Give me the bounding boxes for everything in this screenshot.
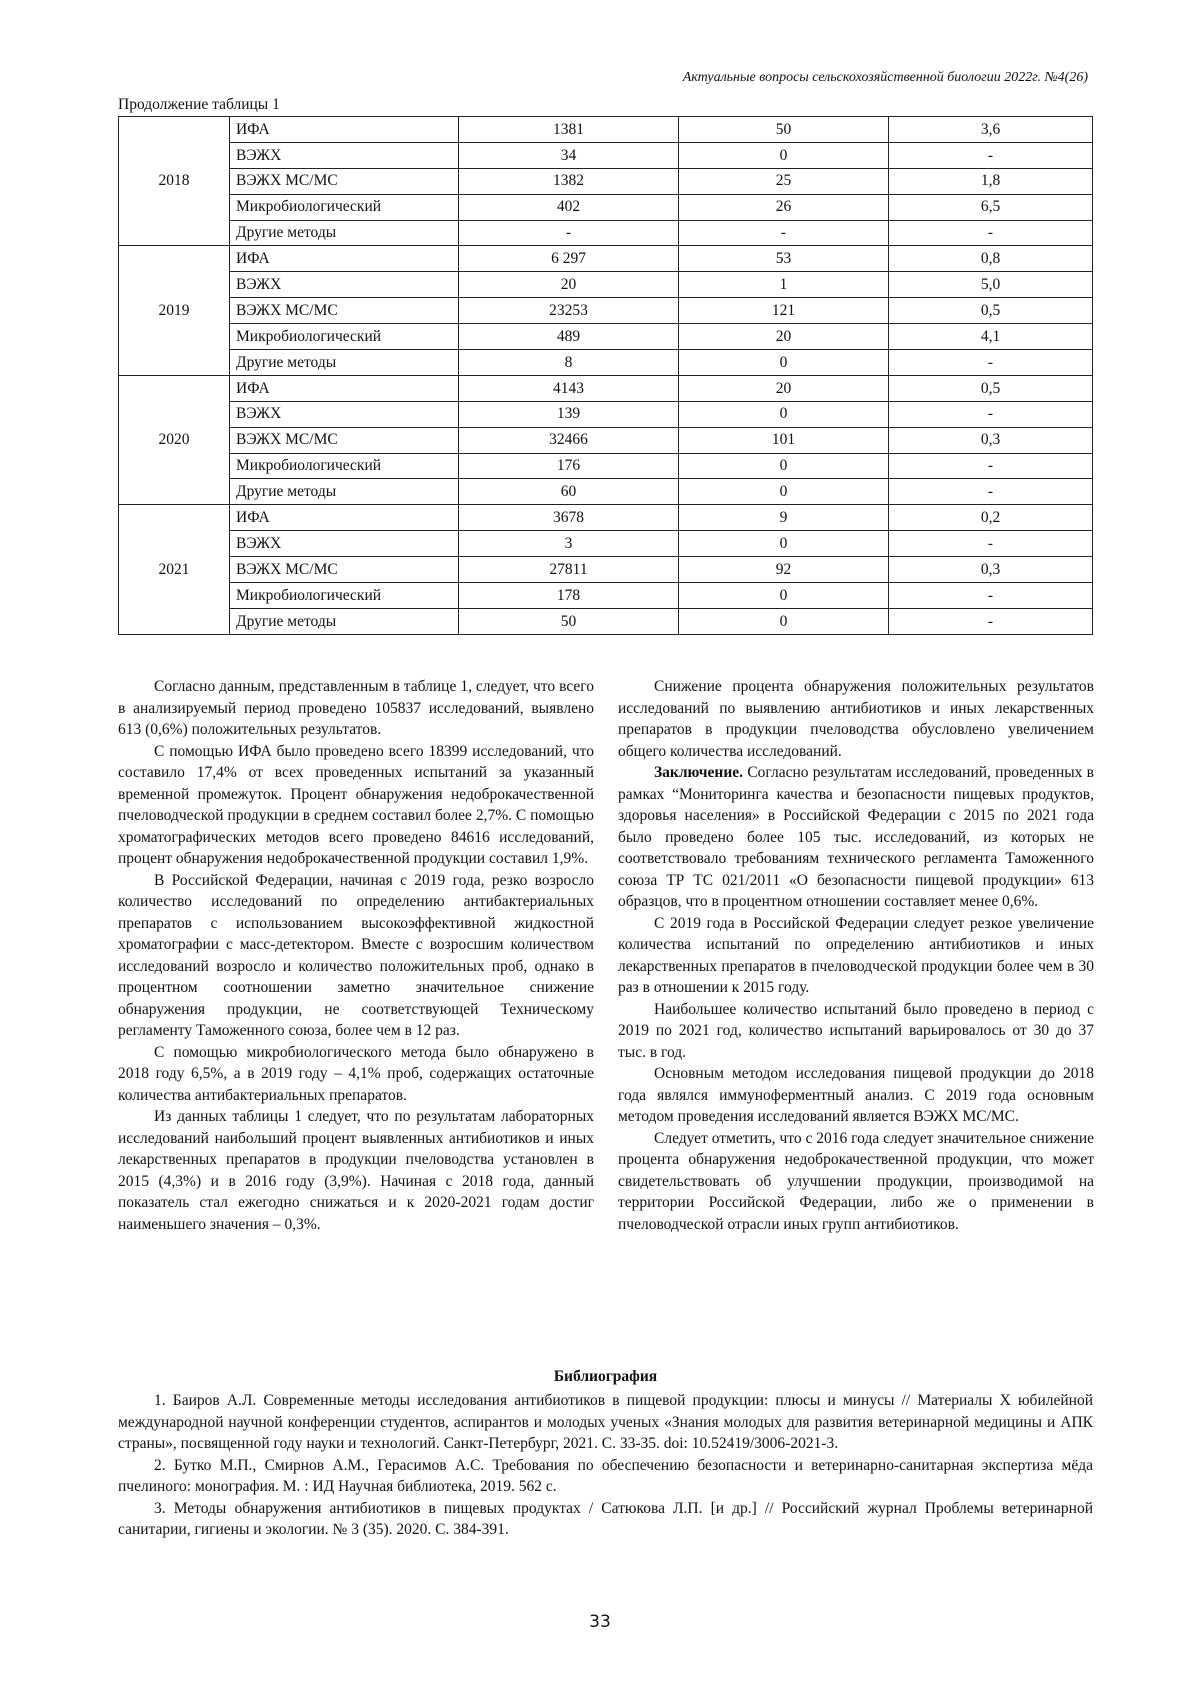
method-cell: Микробиологический — [230, 194, 459, 220]
paragraph: С помощью микробиологического метода было обнаружено в 2018 году 6,5%, а в 2019 году – 4,1% проб, содержащих остаточные количества антибактериальных препаратов. — [118, 1043, 594, 1104]
method-cell: ИФА — [230, 375, 459, 401]
count-cell: 1381 — [459, 117, 679, 143]
table-row — [119, 453, 1093, 479]
paragraph: В Российской Федерации, начиная с 2019 года, резко возросло количество исследований по определению антибактериальных препаратов с использованием высокоэффективной жидкостной хроматографии с масс-детектором. Вместе с возросшим количеством исследований возросло и количество положительных проб, однако в процентном соотношении заметно значительное снижение обнаружения продукции, не соответствующей Техническому регламенту Таможенного союза, более чем в 12 раз. — [118, 871, 594, 1039]
page-number: 33 — [589, 1612, 611, 1632]
percent-cell: - — [889, 608, 1093, 634]
paragraph: Следует отметить, что с 2016 года следует значительное снижение процента обнаружения недоброкачественной продукции, что может свидетельствовать об улучшении продукции, производимой на территории Российской Федерации, либо же о применении в пчеловодческой отрасли иных групп антибиотиков. — [618, 1129, 1094, 1233]
detected-cell: 0 — [679, 350, 889, 376]
results-table — [118, 116, 1093, 635]
detected-cell: 20 — [679, 324, 889, 350]
detected-cell: 101 — [679, 427, 889, 453]
detected-cell: 1 — [679, 272, 889, 298]
count-cell: 32466 — [459, 427, 679, 453]
table-row — [119, 479, 1093, 505]
detected-cell: 0 — [679, 142, 889, 168]
conclusion-paragraph — [618, 762, 1094, 913]
method-cell: ВЭЖХ МС/МС — [230, 298, 459, 324]
detected-cell: 53 — [679, 246, 889, 272]
count-cell: 402 — [459, 194, 679, 220]
table-row — [119, 608, 1093, 634]
count-cell: 20 — [459, 272, 679, 298]
bibliography-list — [118, 1390, 1093, 1541]
method-cell: ВЭЖХ МС/МС — [230, 557, 459, 583]
year-cell: 2020 — [119, 375, 230, 504]
percent-cell: - — [889, 350, 1093, 376]
method-cell: Микробиологический — [230, 453, 459, 479]
count-cell: - — [459, 220, 679, 246]
table-row — [119, 142, 1093, 168]
count-cell: 3678 — [459, 505, 679, 531]
bibliography-item: 3. Методы обнаружения антибиотиков в пищевых продуктах / Сатюкова Л.П. [и др.] // Российский журнал Проблемы ветеринарной санитарии, гигиены и экологии. № 3 (35). 2020. С. 384-391. — [118, 1499, 1093, 1538]
table-row — [119, 324, 1093, 350]
percent-cell: - — [889, 142, 1093, 168]
detected-cell: 26 — [679, 194, 889, 220]
detected-cell: 0 — [679, 401, 889, 427]
detected-cell: 25 — [679, 168, 889, 194]
table-row — [119, 557, 1093, 583]
count-cell: 178 — [459, 583, 679, 609]
table-row — [119, 246, 1093, 272]
count-cell: 489 — [459, 324, 679, 350]
paragraph: Снижение процента обнаружения положительных результатов исследований по выявлению антибиотиков и иных лекарственных препаратов в продукции пчеловодства обусловлено увеличением общего количества исследований. — [618, 678, 1094, 760]
right-column — [618, 676, 1094, 1235]
table-row — [119, 272, 1093, 298]
method-cell: Другие методы — [230, 479, 459, 505]
year-cell: 2019 — [119, 246, 230, 375]
count-cell: 27811 — [459, 557, 679, 583]
detected-cell: - — [679, 220, 889, 246]
paragraph: Из данных таблицы 1 следует, что по результатам лабораторных исследований наибольший процент выявленных антибиотиков и иных лекарственных препаратов в продукции пчеловодства установлен в 2015 (4,3%) и в 2016 году (3,9%). Начиная с 2018 года, данный показатель стал ежегодно снижаться и к 2020-2021 годам достиг наименьшего значения – 0,3%. — [118, 1108, 594, 1233]
table-row — [119, 427, 1093, 453]
percent-cell: - — [889, 583, 1093, 609]
table-row — [119, 350, 1093, 376]
method-cell: Другие методы — [230, 608, 459, 634]
table-row — [119, 220, 1093, 246]
method-cell: ВЭЖХ — [230, 401, 459, 427]
paragraph: Наибольшее количество испытаний было проведено в период с 2019 по 2021 год, количество испытаний варьировалось от 30 до 37 тыс. в год. — [618, 1000, 1094, 1061]
table-row — [119, 117, 1093, 143]
percent-cell: - — [889, 401, 1093, 427]
method-cell: ИФА — [230, 246, 459, 272]
count-cell: 34 — [459, 142, 679, 168]
paragraph: С 2019 года в Российской Федерации следует резкое увеличение количества испытаний по определению антибиотиков и иных лекарственных препаратов в пчеловодческой продукции более чем в 30 раз в отношении к 2015 году. — [618, 914, 1094, 996]
count-cell: 6 297 — [459, 246, 679, 272]
table-row — [119, 168, 1093, 194]
method-cell: ВЭЖХ — [230, 272, 459, 298]
method-cell: ИФА — [230, 505, 459, 531]
detected-cell: 9 — [679, 505, 889, 531]
conclusion-label: Заключение. — [654, 764, 744, 781]
method-cell: Микробиологический — [230, 583, 459, 609]
percent-cell: 0,3 — [889, 557, 1093, 583]
count-cell: 50 — [459, 608, 679, 634]
count-cell: 3 — [459, 531, 679, 557]
detected-cell: 0 — [679, 479, 889, 505]
bibliography-title: Библиография — [553, 1368, 658, 1385]
percent-cell: 0,5 — [889, 298, 1093, 324]
count-cell: 176 — [459, 453, 679, 479]
percent-cell: 0,3 — [889, 427, 1093, 453]
table-row — [119, 531, 1093, 557]
detected-cell: 92 — [679, 557, 889, 583]
count-cell: 4143 — [459, 375, 679, 401]
percent-cell: 0,5 — [889, 375, 1093, 401]
table-caption: Продолжение таблицы 1 — [118, 96, 280, 113]
method-cell: ВЭЖХ — [230, 531, 459, 557]
count-cell: 139 — [459, 401, 679, 427]
paragraph: С помощью ИФА было проведено всего 18399 исследований, что составило 17,4% от всех проведенных испытаний за указанный временной промежуток. Процент обнаружения недоброкачественной пчеловодческой продукции в среднем составил более 2,7%. С помощью хроматографических методов всего проведено 84616 исследований, процент обнаружения недоброкачественной продукции составил 1,9%. — [118, 742, 594, 867]
table-row — [119, 375, 1093, 401]
percent-cell: 1,8 — [889, 168, 1093, 194]
bibliography-item: 2. Бутко М.П., Смирнов А.М., Герасимов А.С. Требования по обеспечению безопасности и ветеринарно-санитарная экспертиза мёда пчелиного: монография. М. : ИД Научная библиотека, 2019. 562 с. — [118, 1456, 1093, 1495]
percent-cell: 6,5 — [889, 194, 1093, 220]
percent-cell: - — [889, 220, 1093, 246]
percent-cell: 0,8 — [889, 246, 1093, 272]
percent-cell: - — [889, 531, 1093, 557]
detected-cell: 0 — [679, 531, 889, 557]
table-row — [119, 401, 1093, 427]
detected-cell: 0 — [679, 608, 889, 634]
left-column — [118, 676, 594, 1235]
method-cell: Другие методы — [230, 350, 459, 376]
method-cell: ВЭЖХ МС/МС — [230, 168, 459, 194]
count-cell: 8 — [459, 350, 679, 376]
table-row — [119, 194, 1093, 220]
method-cell: Микробиологический — [230, 324, 459, 350]
paragraph: Основным методом исследования пищевой продукции до 2018 года являлся иммуноферментный анализ. С 2019 года основным методом проведения исследований является ВЭЖХ МС/МС. — [618, 1065, 1094, 1125]
method-cell: Другие методы — [230, 220, 459, 246]
percent-cell: - — [889, 453, 1093, 479]
method-cell: ВЭЖХ МС/МС — [230, 427, 459, 453]
detected-cell: 121 — [679, 298, 889, 324]
method-cell: ВЭЖХ — [230, 142, 459, 168]
table-row — [119, 298, 1093, 324]
percent-cell: 4,1 — [889, 324, 1093, 350]
detected-cell: 0 — [679, 583, 889, 609]
percent-cell: - — [889, 479, 1093, 505]
detected-cell: 0 — [679, 453, 889, 479]
count-cell: 60 — [459, 479, 679, 505]
detected-cell: 20 — [679, 375, 889, 401]
percent-cell: 5,0 — [889, 272, 1093, 298]
table-row — [119, 583, 1093, 609]
percent-cell: 0,2 — [889, 505, 1093, 531]
method-cell: ИФА — [230, 117, 459, 143]
year-cell: 2018 — [119, 117, 230, 246]
running-header: Актуальные вопросы сельскохозяйственной биологии 2022г. №4(26) — [682, 70, 1088, 85]
table-row — [119, 505, 1093, 531]
count-cell: 23253 — [459, 298, 679, 324]
detected-cell: 50 — [679, 117, 889, 143]
bibliography-item: 1. Баиров А.Л. Современные методы исследования антибиотиков в пищевой продукции: плюсы и минусы // Материалы X юбилейной международной научной конференции студентов, аспирантов и молодых ученых «Знания молодых для развития ветеринарной медицины и АПК страны», посвященной году науки и технологий. Санкт-Петербург, 2021. С. 33-35. doi: 10.52419/3006-2021-3. — [118, 1392, 1093, 1452]
count-cell: 1382 — [459, 168, 679, 194]
paragraph: Согласно данным, представленным в таблице 1, следует, что всего в анализируемый период проведено 105837 исследований, выявлено 613 (0,6%) положительных результатов. — [118, 678, 594, 738]
year-cell: 2021 — [119, 505, 230, 634]
conclusion-text: Согласно результатам исследований, проведенных в рамках “Мониторинга качества и безопасности пищевых продуктов, здоровья населения» в Российской Федерации с 2015 по 2021 года было проведено более 105 тыс. исследований, из которых не соответствовало требованиям технического регламента Таможенного союза ТР ТС 021/2011 «О безопасности пищевой продукции» 613 образцов, что в процентном отношении составляет менее 0,6%. — [618, 764, 1094, 910]
percent-cell: 3,6 — [889, 117, 1093, 143]
